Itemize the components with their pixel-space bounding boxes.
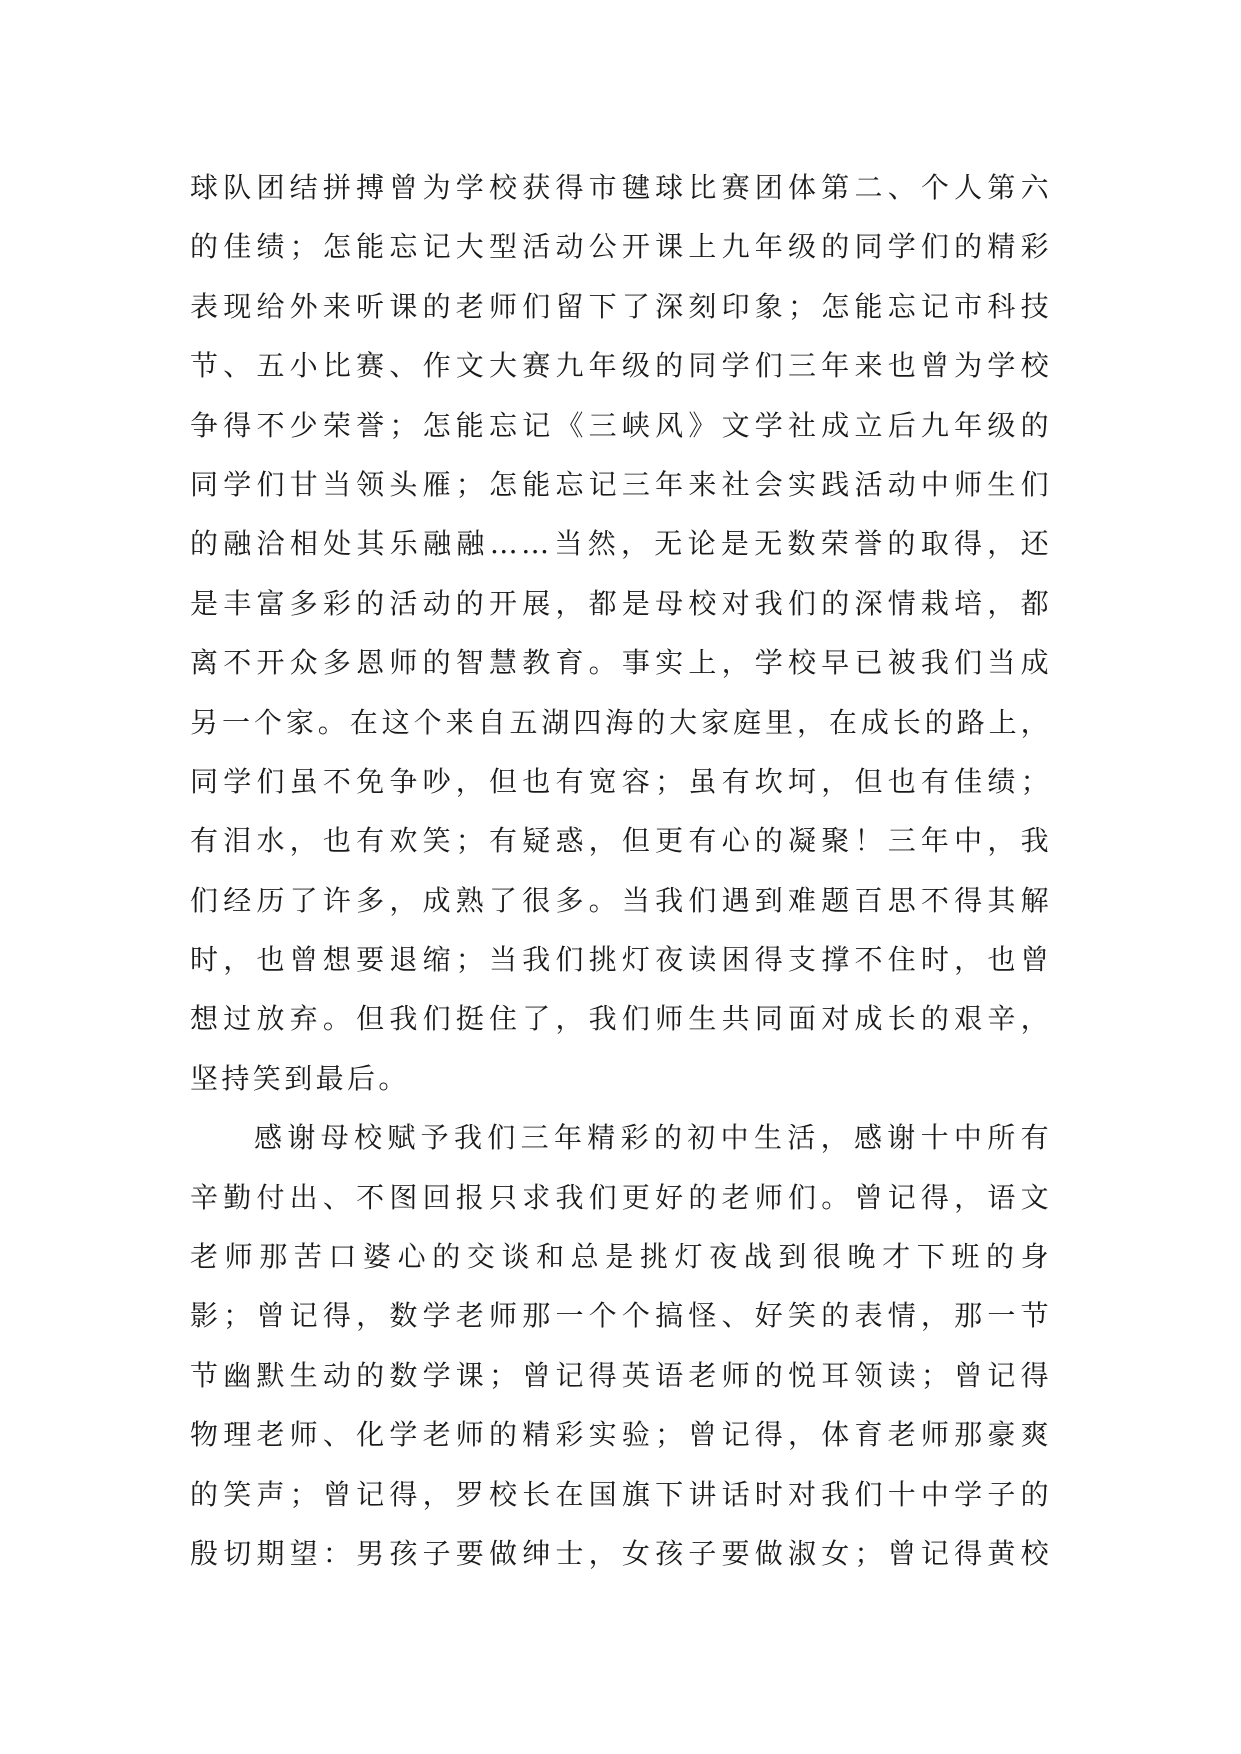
paragraph-2 — [190, 1108, 1052, 1583]
text-line: 的笑声；曾记得，罗校长在国旗下讲话时对我们十中学子的 — [190, 1477, 1052, 1511]
text-line: 节、五小比赛、作文大赛九年级的同学们三年来也曾为学校 — [190, 349, 1052, 383]
text-line: 节幽默生动的数学课；曾记得英语老师的悦耳领读；曾记得 — [190, 1358, 1052, 1392]
text-line: 物理老师、化学老师的精彩实验；曾记得，体育老师那豪爽 — [190, 1418, 1052, 1452]
text-line: 同学们甘当领头雁；怎能忘记三年来社会实践活动中师生们 — [190, 467, 1052, 501]
text-line: 有泪水，也有欢笑；有疑惑，但更有心的凝聚！三年中，我 — [190, 824, 1052, 858]
text-line: 老师那苦口婆心的交谈和总是挑灯夜战到很晚才下班的身 — [190, 1240, 1052, 1274]
text-line: 表现给外来听课的老师们留下了深刻印象；怎能忘记市科技 — [190, 289, 1052, 323]
text-line: 坚持笑到最后。 — [190, 1061, 410, 1095]
text-line: 们经历了许多，成熟了很多。当我们遇到难题百思不得其解 — [190, 883, 1052, 917]
text-line: 的融洽相处其乐融融……当然，无论是无数荣誉的取得，还 — [190, 527, 1052, 561]
body-text — [190, 158, 1052, 1583]
text-line: 影；曾记得，数学老师那一个个搞怪、好笑的表情，那一节 — [190, 1299, 1052, 1333]
text-line: 争得不少荣誉；怎能忘记《三峡风》文学社成立后九年级的 — [190, 408, 1052, 442]
text-line: 另一个家。在这个来自五湖四海的大家庭里，在成长的路上， — [190, 705, 1052, 739]
text-line: 时，也曾想要退缩；当我们挑灯夜读困得支撑不住时，也曾 — [190, 943, 1052, 977]
text-line: 的佳绩；怎能忘记大型活动公开课上九年级的同学们的精彩 — [190, 230, 1052, 264]
text-line: 想过放弃。但我们挺住了，我们师生共同面对成长的艰辛， — [190, 1002, 1052, 1036]
text-line: 感谢母校赋予我们三年精彩的初中生活，感谢十中所有 — [254, 1121, 1052, 1155]
text-line: 是丰富多彩的活动的开展，都是母校对我们的深情栽培，都 — [190, 586, 1052, 620]
text-line: 辛勤付出、不图回报只求我们更好的老师们。曾记得，语文 — [190, 1180, 1052, 1214]
text-line: 殷切期望：男孩子要做绅士，女孩子要做淑女；曾记得黄校 — [190, 1536, 1052, 1570]
text-line: 离不开众多恩师的智慧教育。事实上，学校早已被我们当成 — [190, 646, 1052, 680]
paragraph-1 — [190, 158, 1052, 1108]
text-line: 球队团结拼搏曾为学校获得市毽球比赛团体第二、个人第六 — [190, 171, 1052, 204]
text-line: 同学们虽不免争吵，但也有宽容；虽有坎坷，但也有佳绩； — [190, 764, 1052, 798]
